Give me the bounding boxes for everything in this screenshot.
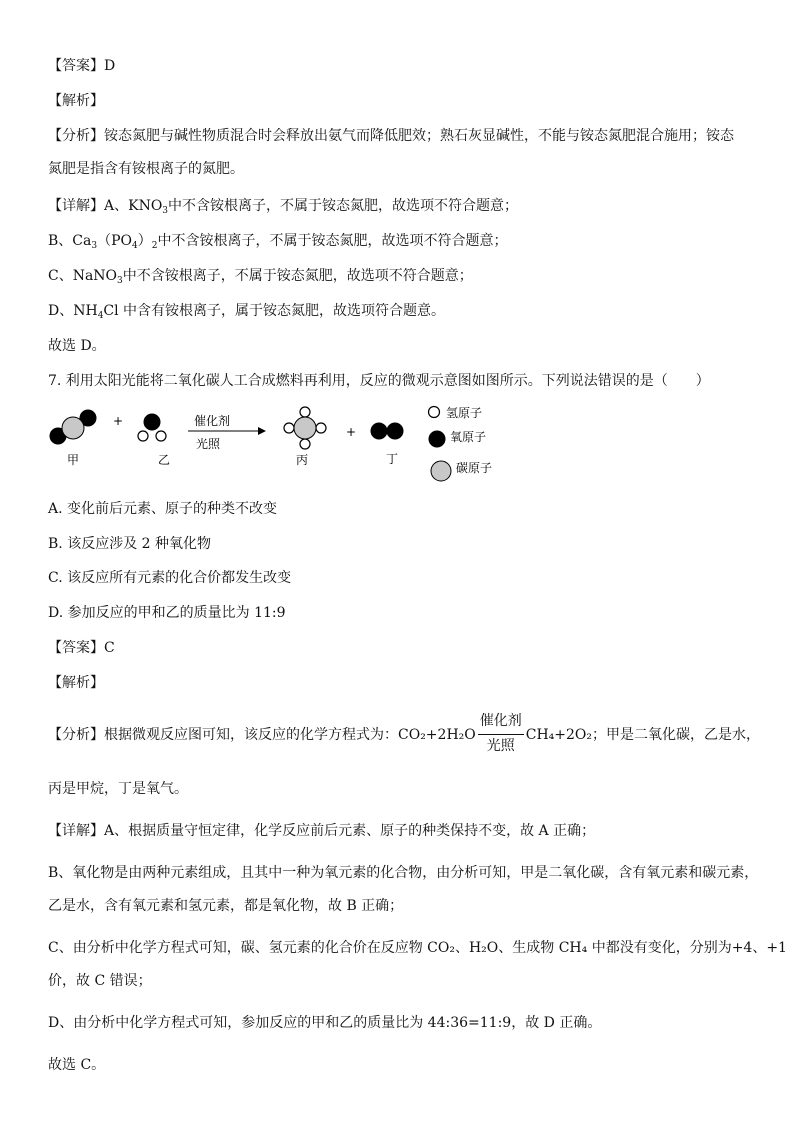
legend-oxygen: 氧原子: [450, 430, 487, 444]
plus-sign: +: [112, 414, 124, 428]
q7-detail-c-2: 价，故 C 错误；: [48, 973, 152, 989]
oxygen-atom: [371, 423, 387, 439]
q7-conclusion: 故选 C。: [48, 1057, 106, 1073]
hydrogen-atom: [138, 431, 148, 441]
q6-detail-b: B、$Ca_3(PO_4)_2$中不含铵根离子，不属于铵态氮肥，故选项不符合题意；: [48, 233, 508, 251]
hydrogen-atom: [300, 439, 310, 449]
equation-reactants: CO₂+2H₂O: [398, 727, 476, 743]
q6-detail-a: 【详解】A、$KNO_3$中不含铵根离子，不属于铵态氮肥，故选项不符合题意；: [48, 198, 519, 216]
q7-detail-c-1: C、由分析中化学方程式可知，碳、氢元素的化合价在反应物 CO₂、H₂O、生成物 CH₄ 中都没有变化，分别为+4、+1: [48, 940, 787, 956]
label-yi: 乙: [157, 453, 171, 467]
q7-stem: 7. 利用太阳光能将二氧化碳人工合成燃料再利用，反应的微观示意图如图所示。下列说法错误的是（ ）: [48, 373, 710, 389]
legend-hydrogen: 氢原子: [446, 406, 483, 420]
molecule-ding-o2: [371, 423, 403, 439]
q6-conclusion: 故选 D。: [48, 338, 106, 354]
q7-analysis-heading: 【解析】: [48, 675, 104, 691]
q7-detail-b-1: B、氧化物是由两种元素组成，且其中一种为氧元素的化合物，由分析可知，甲是二氧化碳，含有氧元素和碳元素，: [48, 865, 759, 881]
q6-detail-c: C、NaNO$_3$中不含铵根离子，不属于铵态氮肥，故选项不符合题意；: [48, 268, 473, 286]
oxygen-legend-icon: [429, 431, 445, 447]
label-ding: 丁: [385, 452, 399, 466]
label-bing: 丙: [295, 453, 309, 467]
hydrogen-atom: [284, 423, 294, 433]
q6-analysis-heading: 【解析】: [48, 93, 104, 109]
q7-detail-b-2: 乙是水，含有氧元素和氢元素，都是氧化物，故 B 正确；: [48, 898, 404, 914]
q7-option-a: A. 变化前后元素、原子的种类不改变: [48, 501, 278, 517]
q7-option-d: D. 参加反应的甲和乙的质量比为 11:9: [48, 605, 286, 621]
q6-analysis-line-2: 氮肥是指含有铵根离子的氮肥。: [48, 161, 244, 177]
catalyst-label: 催化剂: [193, 414, 231, 428]
carbon-legend-icon: [431, 461, 451, 481]
molecule-yi-h2o: [138, 414, 166, 441]
q7-answer: 【答案】C: [48, 640, 115, 656]
label-jia: 甲: [66, 453, 80, 467]
hydrogen-atom: [300, 407, 310, 417]
reaction-arrow: [188, 413, 266, 451]
q7-option-c: C. 该反应所有元素的化合价都发生改变: [48, 570, 292, 586]
q7-detail-d: D、由分析中化学方程式可知，参加反应的甲和乙的质量比为 44:36=11:9，故 D 正确。: [48, 1015, 602, 1031]
q7-detail-a: 【详解】A、根据质量守恒定律，化学反应前后元素、原子的种类保持不变，故 A 正确；: [48, 823, 596, 839]
q7-analysis-equation-line: 【分析】根据微观反应图可知，该反应的化学方程式为：CO₂+2H₂O 催化剂 光照 CH₄+2O₂；甲是二氧化碳，乙是水，: [48, 712, 760, 758]
carbon-atom: [62, 417, 84, 439]
molecule-jia-co2: [50, 410, 96, 444]
plus-sign: +: [345, 425, 357, 439]
light-label: 光照: [195, 437, 221, 451]
q6-answer: 【答案】D: [48, 58, 116, 74]
hydrogen-legend-icon: [429, 407, 440, 418]
hydrogen-atom: [156, 431, 166, 441]
atom-legend: [426, 402, 546, 492]
q6-detail-d: D、$NH_4Cl$ 中含有铵根离子，属于铵态氮肥，故选项符合题意。: [48, 303, 446, 321]
equation-condition: 催化剂 光照: [479, 713, 522, 754]
q7-option-b: B. 该反应涉及 2 种氧化物: [48, 536, 211, 552]
q6-analysis-line-1: 【分析】铵态氮肥与碱性物质混合时会释放出氨气而降低肥效；熟石灰显碱性，不能与铵态氮肥混合施用；铵态: [48, 128, 734, 144]
carbon-atom: [294, 417, 316, 439]
legend-carbon: 碳原子: [456, 461, 493, 475]
q7-analysis-line-2: 丙是甲烷，丁是氧气。: [48, 781, 188, 797]
hydrogen-atom: [316, 423, 326, 433]
molecule-bing-ch4: [284, 407, 326, 449]
equation-products: CH₄+2O₂: [525, 727, 593, 743]
oxygen-atom: [144, 414, 160, 430]
oxygen-atom: [387, 423, 403, 439]
